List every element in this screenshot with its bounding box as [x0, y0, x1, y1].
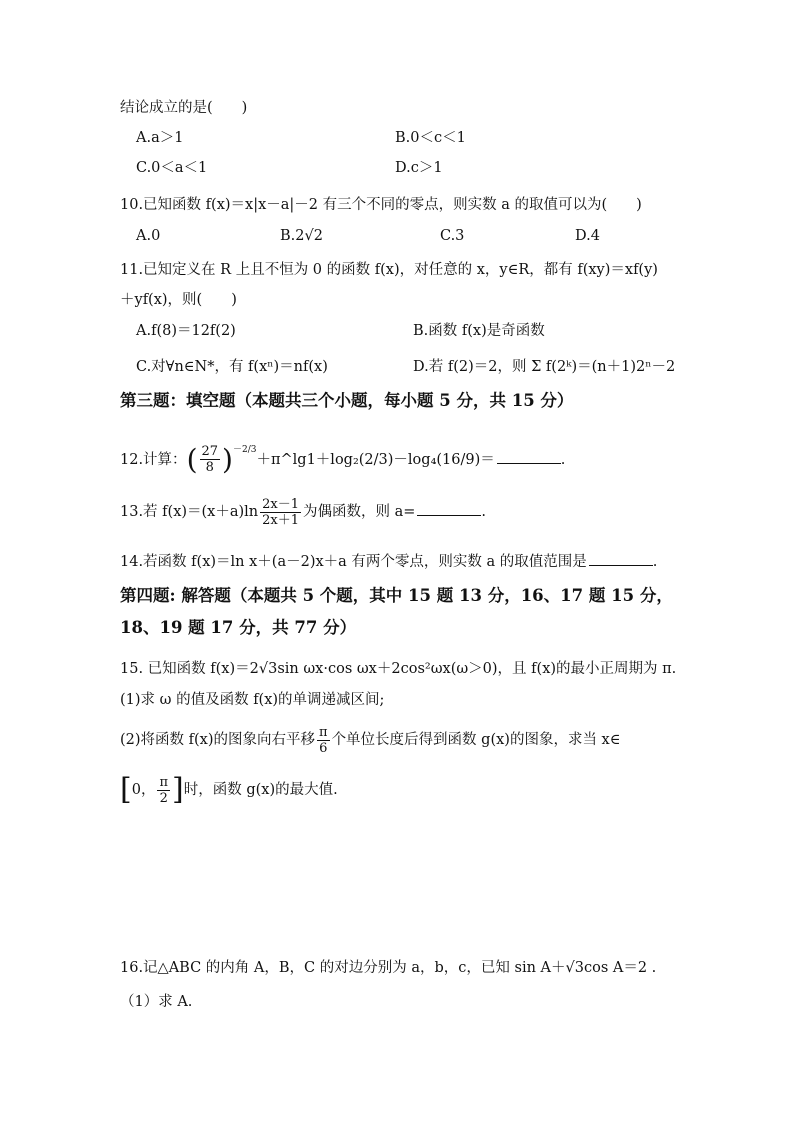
- q15-part2-c-fraction: [157, 775, 170, 806]
- q12-end: .: [560, 451, 566, 468]
- q12-line: [120, 436, 565, 480]
- q15-part1: (1)求 ω 的值及函数 f(x)的单调递减区间;: [120, 692, 385, 708]
- q10-option-b: B.2√2: [280, 228, 323, 244]
- q11-stem-line1: 11.已知定义在 R 上且不恒为 0 的函数 f(x)，对任意的 x，y∈R，都有 f(xy)＝xf(y): [120, 262, 658, 278]
- q15-part2-c-post: 时，函数 g(x)的最大值.: [183, 782, 338, 798]
- q11-option-a: A.f(8)＝12f(2): [136, 323, 236, 339]
- q15-part2-fraction: [317, 725, 330, 756]
- q14-text: 14.若函数 f(x)＝ln x＋(a－2)x＋a 有两个零点，则实数 a 的取值范围是: [120, 554, 587, 570]
- q14-end: .: [652, 554, 658, 570]
- q12-answer-blank[interactable]: [497, 449, 561, 464]
- q12-rest: ＋π^lg1＋log₂(2/3)－log₄(16/9)＝: [256, 451, 495, 468]
- q13-end: .: [481, 504, 487, 520]
- q14-answer-blank[interactable]: [589, 551, 653, 566]
- q10-option-d: D.4: [575, 228, 600, 244]
- q9-option-d: D.c＞1: [395, 160, 443, 176]
- q15-part2-c-pre: 0，: [131, 782, 156, 798]
- q13-rest: 为偶函数，则 a=: [303, 504, 416, 520]
- q15-part2-line: [120, 720, 620, 760]
- q13-frac-num: 2x－1: [262, 496, 300, 512]
- q10-option-a: A.0: [136, 228, 161, 244]
- q15-part2-frac-den: 6: [319, 740, 328, 756]
- q9-option-c: C.0＜a＜1: [136, 160, 208, 176]
- q15-part2-a: (2)将函数 f(x)的图象向右平移: [120, 732, 316, 748]
- q13-line: [120, 492, 486, 532]
- q15-left-bracket: [: [120, 772, 132, 807]
- q12-frac-den: 8: [205, 460, 214, 476]
- q15-part2-c-frac-den: 2: [159, 790, 168, 806]
- q10-stem: 10.已知函数 f(x)＝x|x－a|－2 有三个不同的零点，则实数 a 的取值可以为( ): [120, 197, 642, 213]
- q13-fraction: [260, 497, 301, 528]
- q15-part2-frac-num: π: [319, 724, 328, 740]
- q15-stem: 15. 已知函数 f(x)＝2√3sin ωx·cos ωx＋2cos²ωx(ω＞0)，且 f(x)的最小正周期为 π.: [120, 661, 677, 677]
- section-4-heading-line2: 18、19 题 17 分，共 77 分）: [120, 618, 357, 637]
- q15-part2-b: 个单位长度后得到函数 g(x)的图象，求当 x∈: [331, 732, 621, 748]
- q11-option-d: D.若 f(2)＝2，则 Σ f(2ᵏ)＝(n＋1)2ⁿ－2: [413, 359, 676, 375]
- q9-option-b: B.0＜c＜1: [395, 130, 466, 146]
- q11-stem-line2: ＋yf(x)，则( ): [120, 292, 237, 308]
- section-3-heading: 第三题：填空题（本题共三个小题，每小题 5 分，共 15 分）: [120, 391, 574, 410]
- q12-prefix: 12.计算：: [120, 451, 187, 468]
- q15-right-bracket: ]: [172, 772, 184, 807]
- q11-option-b: B.函数 f(x)是奇函数: [413, 323, 545, 339]
- q15-part2-c-frac-num: π: [159, 774, 168, 790]
- q16-stem: 16.记△ABC 的内角 A，B，C 的对边分别为 a，b，c，已知 sin A＋√3cos A＝2 .: [120, 960, 657, 976]
- q12-fraction: [200, 444, 221, 475]
- q14-line: [120, 551, 657, 572]
- section-4-heading-line1: 第四题: 解答题（本题共 5 个题，其中 15 题 13 分，16、17 题 15 分，: [120, 586, 673, 605]
- q16-part1: （1）求 A.: [120, 994, 193, 1010]
- q12-left-paren: (: [186, 442, 198, 476]
- q13-prefix: 13.若 f(x)＝(x＋a)ln: [120, 504, 259, 520]
- q13-answer-blank[interactable]: [417, 501, 481, 516]
- q11-option-c: C.对∀n∈N*，有 f(xⁿ)＝nf(x): [136, 359, 328, 375]
- q13-frac-den: 2x＋1: [262, 512, 300, 528]
- q9-option-a: A.a＞1: [136, 130, 184, 146]
- q12-frac-num: 27: [201, 444, 219, 460]
- q12-exponent: －2/3: [232, 445, 257, 455]
- q15-part2-line2: [120, 770, 338, 810]
- q9-tail: 结论成立的是( ): [120, 100, 248, 116]
- q10-option-c: C.3: [440, 228, 465, 244]
- q12-right-paren: ): [222, 442, 233, 476]
